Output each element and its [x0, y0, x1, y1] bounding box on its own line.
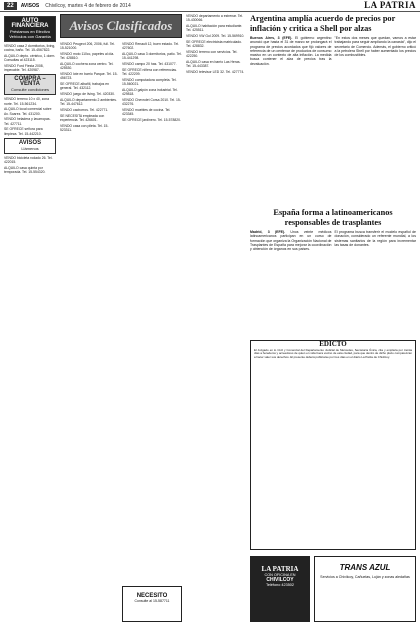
- edicto-text: El Juzgado en lo Civil y Comercial del Departamento Judicial de Mercedes, Secretaría Única, cita y emplaza por treinta días a herederos y acreedores de quien en vida fuera vecino de esta ciudad, para que dentro de dicho plazo comparezcan a hacer valer sus derechos. El presente deberá publicarse por tres días en el diario La Patria de Chivilcoy.: [254, 347, 412, 359]
- patria-ad-line3: Teléfono 423502: [265, 583, 295, 587]
- page-header: [0, 0, 420, 12]
- edicto-notice: [250, 340, 416, 550]
- list-item: VENDO lote en barrio Parque. Tel. 15-456723.: [60, 72, 118, 81]
- bottom-ad-line: Llámenos: [21, 145, 39, 151]
- list-item: VENDO casa 2 dormitorios, living, cocina, baño. Tel. 15-4567822.: [4, 44, 56, 53]
- list-item: VENDO Ford Fiesta 2008, impecable. Tel. 420987.: [4, 64, 44, 73]
- list-item: VENDO computadora completa. Tel. 15-560021.: [122, 77, 177, 86]
- compraventa-ad-line: Consulte condiciones: [10, 87, 50, 93]
- list-item: ALQUILO departamento 2 ambientes. Tel. 15-447612.: [60, 97, 117, 106]
- list-item: VENDO Renault 12, buen estado. Tel. 427602.: [122, 42, 180, 51]
- list-item: VENDO terreno 10 x 40, zona norte. Tel. 15-561234.: [4, 97, 50, 106]
- classifieds-column-2: [60, 42, 118, 622]
- list-item: VENDO terreno con servicios. Tel. 422250.: [186, 49, 238, 58]
- classifieds-column-3: [122, 42, 182, 582]
- list-item: SE OFRECE electricista matriculado. Tel. 428832.: [186, 39, 242, 48]
- list-item: SE OFRECE niñera con referencias. Tel. 422209.: [122, 67, 178, 76]
- masthead: LA PATRIA: [364, 0, 416, 10]
- list-item: ALQUILO local comercial sobre Av. Soarez. Tel. 431200.: [4, 107, 52, 116]
- list-item: ALQUILO cochera zona centro. Tel. 425530.: [60, 62, 114, 71]
- finance-ad-line1: Préstamos en Efectivo: [9, 29, 51, 34]
- list-item: VENDO televisor LED 32. Tel. 427774.: [186, 69, 245, 74]
- list-item: ALQUILO casa 3 dormitorios, patio. Tel. 15-441298.: [122, 52, 182, 61]
- article-transplants-body-b: El programa busca transferir el modelo español de donación, considerado un referente mundial, a los sistemas sanitarios de la región para incrementar las tasas de donantes.: [334, 230, 416, 247]
- compraventa-ad: [4, 74, 56, 95]
- article-transplants-lead: Madrid, 3 (EFE).: [250, 230, 286, 234]
- page-number: 22: [4, 2, 17, 10]
- trans-azul-title: TRANS AZUL: [339, 563, 391, 572]
- classifieds-banner: Avisos Clasificados: [60, 14, 182, 38]
- article-inflation-body-a: El gobierno argentino anunció que hasta el 31 de marzo se prolongará el programa de precios acordados que fijó valores de referencia de un centenar de productos de consumo masivo en un contexto de alta inflación. La medida busca contener el alza de precios tras la devaluación.: [250, 36, 332, 66]
- edicto-title: EDICTO: [319, 340, 347, 348]
- list-item: VENDO campo 20 has. Tel. 431077.: [122, 62, 177, 66]
- classifieds-column-4: [186, 14, 246, 484]
- list-item: ALQUILO depto. céntrico, 1 dorm. Consultas al 423115.: [4, 54, 56, 63]
- patria-ad-line1: CON OFICINA EN: [264, 573, 296, 577]
- list-item: SE OFRECE jardinero. Tel. 15-578820.: [122, 117, 181, 122]
- list-item: VENDO juego de living. Tel. 420330.: [60, 92, 115, 96]
- article-inflation: [250, 14, 416, 204]
- bottom-ad-title: AVISOS: [18, 139, 42, 146]
- list-item: VENDO moto 110cc, papeles al día. Tel. 428810.: [60, 52, 115, 61]
- bottom-ad: [4, 138, 56, 154]
- list-item: VENDO cachorros. Tel. 422771.: [60, 107, 109, 112]
- patria-ad-title: LA PATRIA: [261, 565, 299, 573]
- article-transplants-body-a: Unos veinte médicos latinoamericanos participan en un curso de formación que organiza la Organización Nacional de Trasplantes de España para mejorar la coordinación y obtención de órganos en sus países.: [250, 230, 332, 252]
- list-item: SE OFRECE señora para limpieza. Tel. 15-442210.: [4, 127, 43, 136]
- trans-azul-ad: [314, 556, 416, 622]
- finance-ad-line2: Vehículos con Garantía: [9, 34, 51, 39]
- trans-azul-line: Servicios a Chivilcoy, Cañuelas, Luján y zonas aledañas: [320, 575, 410, 579]
- section-name: AVISOS: [20, 2, 40, 9]
- classifieds-column-1: [4, 14, 56, 614]
- list-item: VENDO departamento a estrenar. Tel. 15-430066.: [186, 14, 244, 23]
- list-item: VENDO muebles de cocina. Tel. 423345.: [122, 107, 171, 116]
- article-inflation-body-b: "En estos dos meses que quedan, vamos a estar trabajando para seguir ampliando la canasta", dijo el secretario de Comercio. Además, el gobierno criticó a la petrolera Shell por haber aumentado los precios de los combustibles.: [334, 36, 416, 58]
- article-inflation-title: Argentina amplía acuerdo de precios por inflación y critica a Shell por alzas: [250, 14, 396, 33]
- list-item: ALQUILO habitación para estudiante. Tel. 425511.: [186, 24, 243, 33]
- necesito-ad: [122, 586, 182, 622]
- article-transplants-title: España forma a latinoamericanos responsables de trasplantes: [273, 208, 393, 227]
- list-item: VENDO casa con pileta. Tel. 15-523311.: [60, 123, 109, 132]
- finance-ad-title: AUTO FINANCIERA: [11, 18, 49, 29]
- article-transplants: [250, 208, 416, 328]
- finance-ad: [4, 16, 56, 42]
- la-patria-office-ad: [250, 556, 310, 622]
- list-item: ALQUILO casa quinta por temporada. Tel. 15-554320.: [4, 165, 46, 175]
- list-item: VENDO heladera y lavarropas. Tel. 427711.: [4, 117, 51, 126]
- compraventa-ad-title: COMPRA – VENTA: [14, 76, 46, 88]
- list-item: VENDO Chevrolet Corsa 2010. Tel. 15-432276.: [122, 97, 181, 106]
- patria-ad-line2: CHIVILCOY: [266, 577, 294, 583]
- necesito-ad-line: Consulte al 15-587711: [134, 599, 170, 603]
- dateline: Chivilcoy, martes 4 de febrero de 2014: [45, 2, 131, 9]
- list-item: ALQUILO galpón zona industrial. Tel. 429818.: [122, 87, 178, 96]
- list-item: ALQUILO casa en barrio Las Heras. Tel. 15-443387.: [186, 59, 241, 68]
- list-item: SE OFRECE albañil, trabajos en general. Tel. 432112.: [60, 82, 109, 91]
- list-item: SE NECESITA empleada con experiencia. Tel. 426601.: [60, 113, 105, 122]
- article-inflation-lead: Buenos Aires, 3 (EFE).: [250, 36, 293, 40]
- list-item: VENDO bicicleta rodado 26. Tel. 422015.: [4, 155, 53, 165]
- necesito-ad-title: NECESITO: [136, 593, 168, 599]
- list-item: VENDO VW Gol 2009. Tel. 15-569910.: [186, 34, 245, 38]
- list-item: VENDO Peugeot 206, 2006, full. Tel. 15-521000.: [60, 42, 115, 51]
